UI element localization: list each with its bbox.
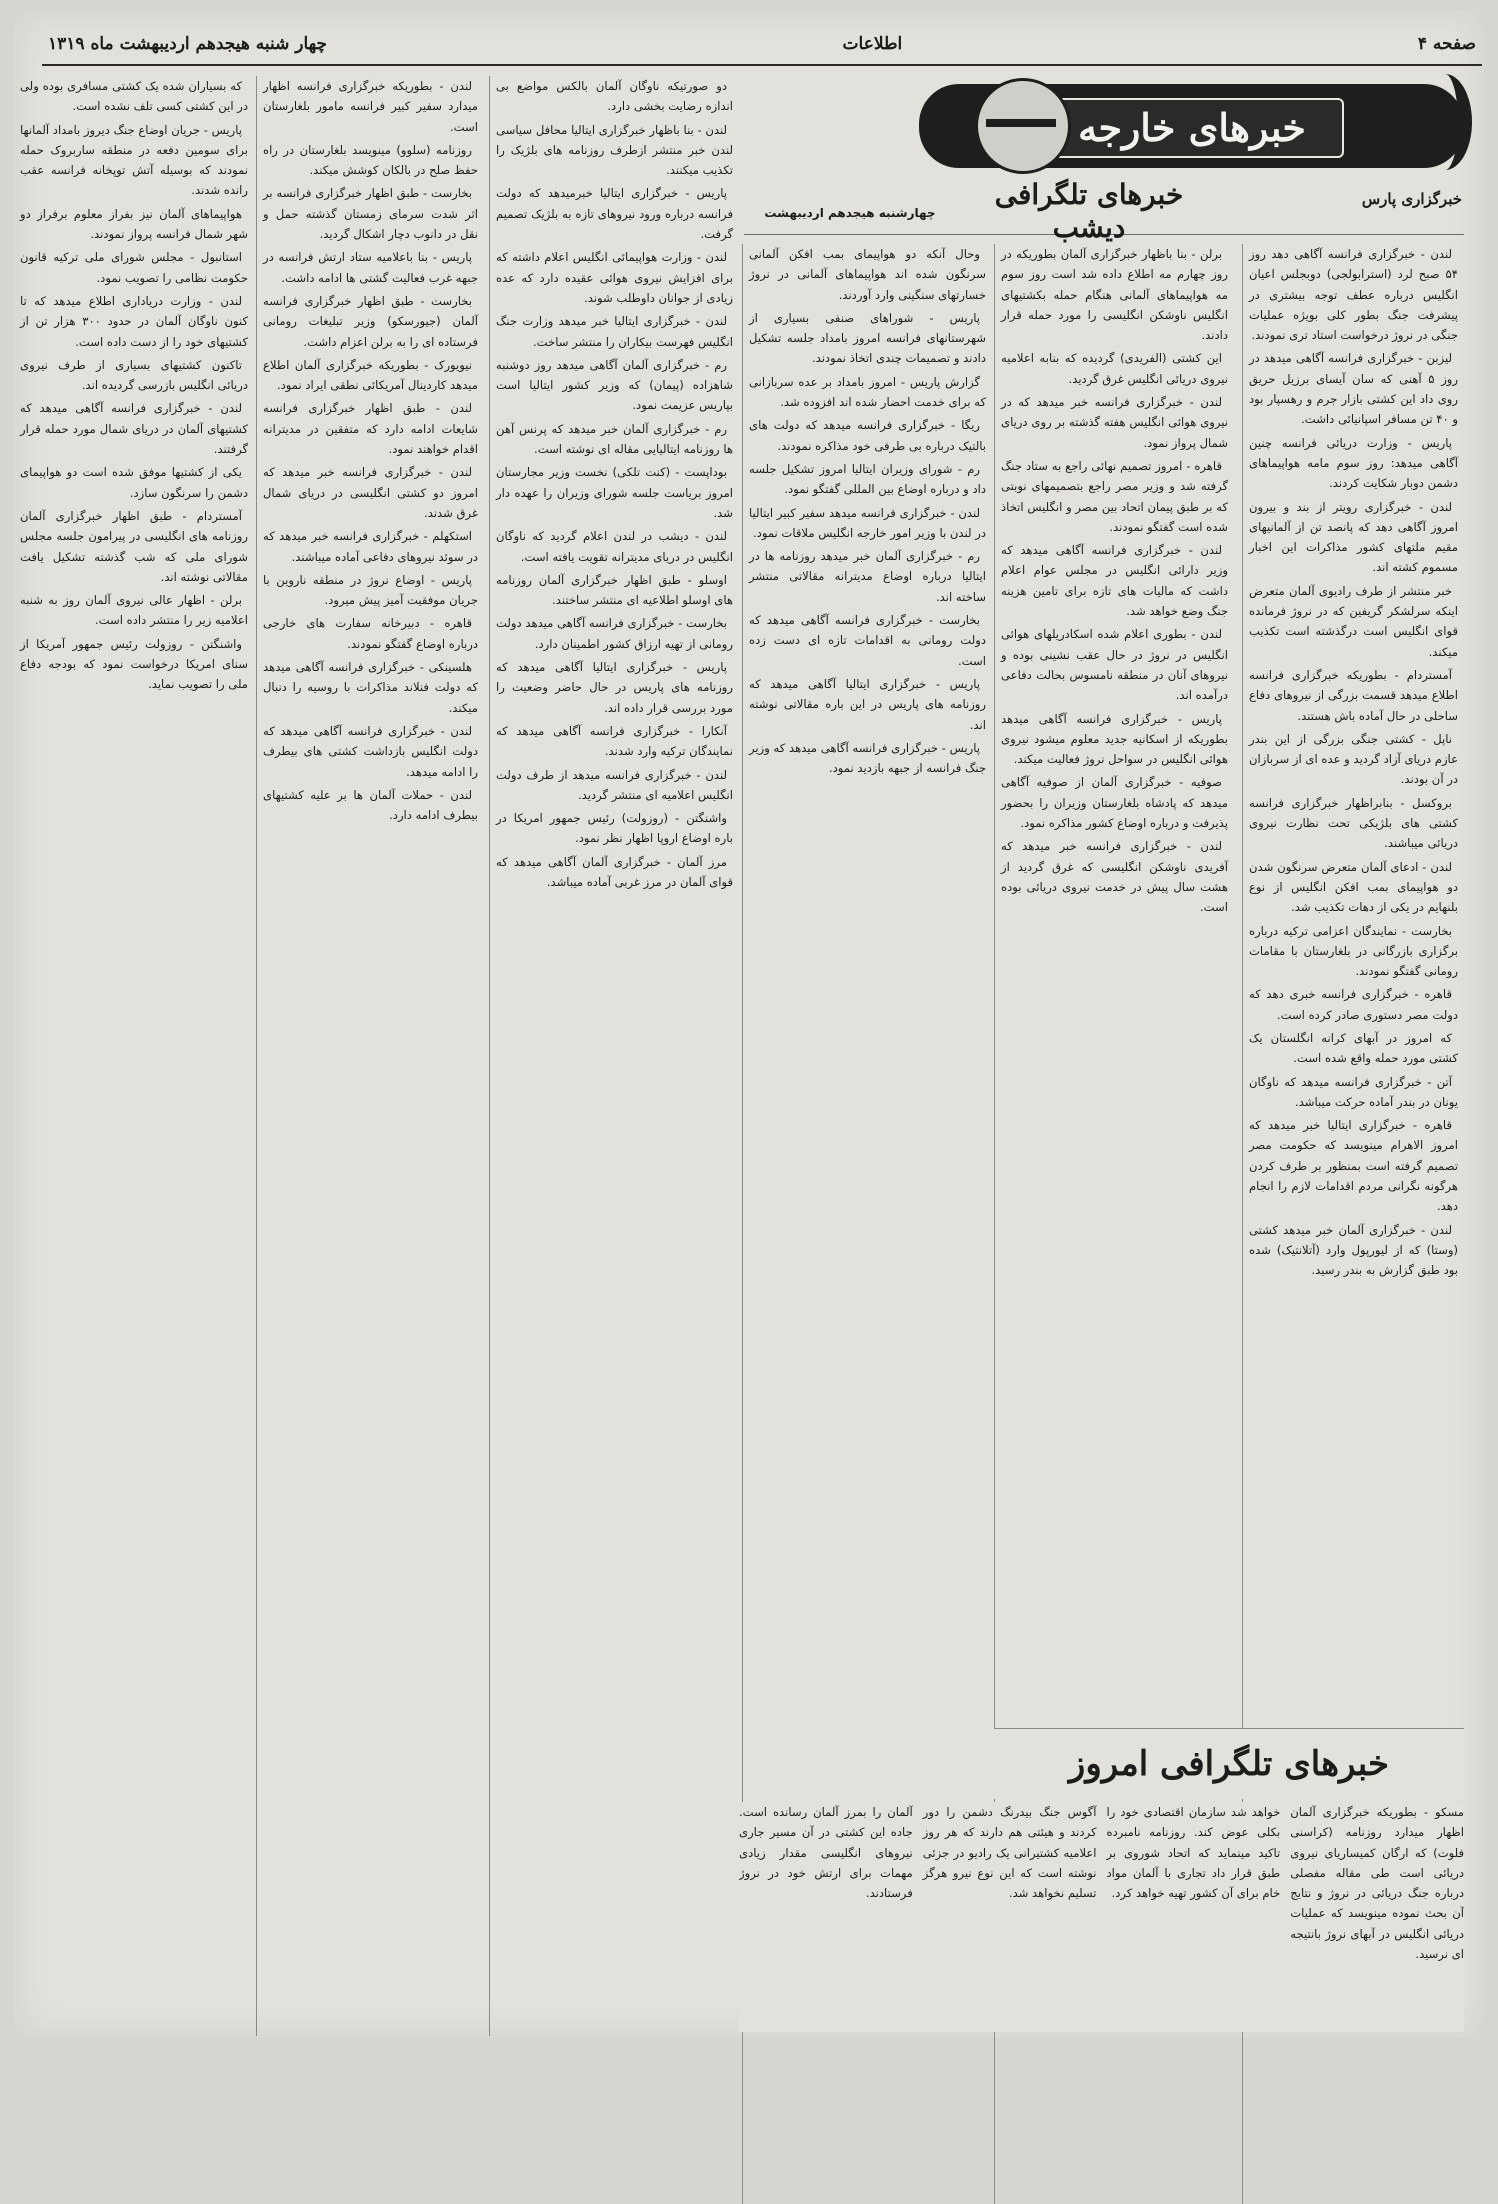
news-item: پاریس - خبرگزاری ایتالیا خبرمیدهد که دولت فرانسه درباره ورود نیروهای تازه به بلژیک تصمیم گرفت. — [496, 186, 733, 242]
news-item: لیزبن - خبرگزاری فرانسه آگاهی میدهد در روز ۵ آهنی که سان آیسای برزیل حریق روی داد این کشتی بازار جرم و رهسپار بود و ۴۰ تن مسافر اسپانیائی داشت. — [1249, 351, 1458, 427]
news-item: پاریس - وزارت دریائی فرانسه چنین آگاهی میدهد: روز سوم مامه هواپیماهای دشمن دوبار شکایت کردند. — [1249, 435, 1458, 491]
news-item: قاهره - دبیرخانه سفارت های خارجی درباره اوضاع گفتگو نمودند. — [263, 616, 478, 651]
news-item: برلن - بنا باظهار خبرگزاری آلمان بطوریکه در روز چهارم مه اطلاع داده شد است روز سوم مه هواپیماهای آلمانی هنگام حمله بکشتیهای انگلیس ناوشکن انگلیسی را مورد حمله قرار دادند. — [1001, 247, 1228, 343]
news-item: هلسینکی - خبرگزاری فرانسه آگاهی میدهد که دولت فنلاند مذاکرات با روسیه را دنبال میکند. — [263, 660, 478, 715]
news-item: پاریس - خبرگزاری فرانسه آگاهی میدهد که وزیر جنگ فرانسه از جبهه بازدید نمود. — [749, 740, 986, 776]
news-item: لندن - خبرگزاری فرانسه خبر میدهد که امروز دو کشتی انگلیسی در دریای شمال غرق شدند. — [263, 465, 478, 520]
banner-title: خبرهای خارجه — [1040, 98, 1344, 158]
news-item: استانبول - مجلس شورای ملی ترکیه قانون حکومت نظامی را تصویب نمود. — [20, 250, 248, 285]
today-telegraph-heading: خبرهای تلگرافی امروز — [994, 1728, 1464, 1799]
news-item: پاریس - شوراهای صنفی بسیاری از شهرستانهای فرانسه امروز بامداد جلسه تشکیل دادند و تصمیمات چندی اتخاذ نمودند. — [749, 310, 986, 366]
news-item: پاریس - جریان اوضاع جنگ دیروز بامداد آلمانها برای سومین دفعه در منطقه ساربروک حمله نمودند که بوسیله آتش توپخانه فرانسه عقب رانده شدند. — [20, 122, 248, 198]
news-item: قاهره - امروز تصمیم نهائی راجع به ستاد جنگ گرفته شد و وزیر مصر راجع بتصمیمهای نوبتی که بر طبق پیمان اتحاد بین مصر و انگلیس اتخاذ شده است گفتگو نمودند. — [1001, 458, 1228, 534]
news-item: لندن - خبرگزاری ایتالیا خبر میدهد وزارت جنگ انگلیس فهرست بیکاران را منتشر ساخت. — [496, 314, 733, 349]
news-item: پاریس - خبرگزاری ایتالیا آگاهی میدهد که روزنامه های پاریس در این باره مقالاتی نوشته اند. — [749, 676, 986, 732]
news-item: آگوس جنگ بیدرنگ دشمن را دور کردند و هیئتی هم دارند که هر روز اعلامیه کشتیرانی یک رادیو در جزئی نوشته است که این نوع نیرو هرگز تسلیم نخواهد شد. — [922, 1805, 1097, 1901]
news-item: لندن - خبرگزاری فرانسه آگاهی میدهد که کشتیهای آلمان در دریای شمال مورد حمله قرار گرفتند. — [20, 401, 248, 457]
news-item: هواپیماهای آلمان نیز بفراز معلوم برفراز دو شهر شمال فرانسه پرواز نمودند. — [20, 206, 248, 242]
news-item: نیویورک - بطوریکه خبرگزاری آلمان اطلاع میدهد کاردینال آمریکائی نطقی ایراد نمود. — [263, 357, 478, 393]
news-item: لندن - خبرگزاری فرانسه میدهد از طرف دولت انگلیس اعلامیه ای منتشر گردید. — [496, 767, 733, 802]
news-item: لندن - بطوریکه خبرگزاری فرانسه اظهار میدارد سفیر کبیر فرانسه مامور بلغارستان است. — [263, 79, 478, 134]
news-item: بخارست - طبق اظهار خبرگزاری فرانسه بر اثر شدت سرمای زمستان گذشته حمل و نقل در دانوب دچار اشکال گردید. — [263, 186, 478, 242]
news-item: واشنگتن - (روزولت) رئیس جمهور امریکا در باره اوضاع اروپا اظهار نظر نمود. — [496, 811, 733, 846]
issue-date: چهار شنبه هیجدهم اردیبهشت ماه ۱۳۱۹ — [48, 34, 328, 54]
news-item: لندن - خبرگزاری رویتر از بند و بیرون امروز آگاهی دهد که پانصد تن از آلمانیهای مقیم ملتهای کشور مذاکرات این اخبار مسموم کشته اند. — [1249, 499, 1458, 575]
news-item: بوداپست - (کنت تلکی) نخست وزیر مجارستان امروز بریاست جلسه شورای وزیران را عهده دار شد. — [496, 465, 733, 520]
news-item: لندن - خبرگزاری فرانسه آگاهی دهد روز ۵۴ صبح لرد (استرابولجی) دوبجلس اعیان انگلیس درباره عطف توجه بیشتری در پیشرفت جنگ بطور کلی بویژه عملیات جنگی در نروژ درخواست استاد تری نمودند. — [1249, 247, 1458, 343]
news-item: بخارست - نمایندگان اعزامی ترکیه درباره برگزاری بازرگانی در بلغارستان با مقامات رومانی گفتگو نمودند. — [1249, 923, 1458, 979]
news-item: اوسلو - طبق اظهار خبرگزاری آلمان روزنامه های اوسلو اطلاعیه ای منتشر ساختند. — [496, 572, 733, 608]
news-item: لندن - خبرگزاری فرانسه میدهد سفیر کبیر ایتالیا در لندن با وزیر امور خارجه انگلیس ملاقات نمود. — [749, 505, 986, 540]
news-item: استکهلم - خبرگزاری فرانسه خبر میدهد که در سوئد نیروهای دفاعی آماده میباشند. — [263, 529, 478, 564]
column-6 — [14, 76, 254, 2036]
news-item: برلن - اظهار عالی نیروی آلمان روز به شنبه اعلامیه زیر را منتشر داده است. — [20, 593, 248, 628]
news-item: آمستردام - بطوریکه خبرگزاری فرانسه اطلاع میدهد قسمت بزرگی از نیروهای دفاع ساحلی در حال آماده باش هستند. — [1249, 667, 1458, 723]
news-item: رم - خبرگزاری آلمان خبر میدهد روزنامه ها در ایتالیا درباره اوضاع مدیترانه مقالاتی منتشر ساخته اند. — [749, 549, 986, 604]
news-item: دو صورتیکه ناوگان آلمان بالکس مواضع بی اندازه رضایت بخشی دارد. — [496, 79, 733, 114]
news-item: لندن - خبرگزاری فرانسه آگاهی میدهد که وزیر دارائی انگلیس در مجلس عوام اعلام داشت که مالیات های تازه برای تامین هزینه جنگ وضع خواهد شد. — [1001, 543, 1228, 619]
news-item: خبر منتشر از طرف راديوی آلمان متعرض اینکه سرلشکر گریفین که در نروژ فرمانده قوای انگلیس است درگذشته است تکذیب میکند. — [1249, 583, 1458, 659]
news-item: آتن - خبرگزاری فرانسه میدهد که ناوگان یونان در بندر آماده حرکت میباشد. — [1249, 1074, 1458, 1109]
news-item: ریگا - خبرگزاری فرانسه میدهد که دولت های بالتیک درباره بی طرفی خود مذاکره نمودند. — [749, 418, 986, 453]
news-item: وحال آنکه دو هواپیمای بمب افکن آلمانی سرنگون شده اند هواپیماهای آلمانی در نروژ خسارتهای سنگینی وارد آوردند. — [749, 247, 986, 302]
news-item: لندن - دیشب در لندن اعلام گردید که ناوگان انگلیس در دریای مدیترانه تقویت یافته است. — [496, 529, 733, 564]
page-header — [42, 24, 1482, 66]
page-number: صفحه ۴ — [1417, 34, 1476, 54]
news-item: پاریس - خبرگزاری ایتالیا آگاهی میدهد که روزنامه های پاریس در حال حاضر وضعیت را مورد بررسی قرار داده اند. — [496, 660, 733, 715]
news-item: قاهره - خبرگزاری فرانسه خبری دهد که دولت مصر دستوری صادر کرده است. — [1249, 987, 1458, 1022]
news-item: بخارست - خبرگزاری فرانسه آگاهی میدهد دولت رومانی از تهیه ارزاق کشور اطمینان دارد. — [496, 616, 733, 651]
news-item: رم - خبرگزاری آلمان آگاهی میدهد روز دوشنبه شاهزاده (پیمان) که وزیر کشور ایتالیا است بپاریس عزیمت نمود. — [496, 357, 733, 413]
news-item: لندن - خبرگزاری فرانسه خبر میدهد که در نیروی هوائی انگلیس هفته گذشته بر روی دریای شمال پرواز نمود. — [1001, 395, 1228, 450]
news-item: رم - شورای وزیران ایتالیا امروز تشکیل جلسه داد و درباره اوضاع بین المللی گفتگو نمود. — [749, 461, 986, 497]
news-item: که امروز در آبهای کرانه انگلستان یک کشتی مورد حمله واقع شده است. — [1249, 1030, 1458, 1066]
news-item: لندن - خبرگزاری فرانسه خبر میدهد که آفریدی ناوشکن انگلیسی که غرق گردید از هشت سال پیش در خدمت نیروی دریائی بوده است. — [1001, 839, 1228, 915]
today-telegraph-block — [739, 1802, 1464, 2032]
news-item: پاریس - بنا باعلامیه ستاد ارتش فرانسه در جبهه غرب فعالیت گشتی ها ادامه داشت. — [263, 250, 478, 285]
newspaper-page — [14, 10, 1484, 2038]
news-item: لندن - خبرگزاری آلمان خبر میدهد کشتی (وستا) که از لیورپول وارد (آتلانتیک) شده بود طبق گزارش به بندر رسید. — [1249, 1222, 1458, 1278]
news-item: لندن - وزارت دریاداری اطلاع میدهد که تا کنون ناوگان آلمان در حدود ۳۰۰ هزار تن از کشتیهای خود را از دست داده است. — [20, 293, 248, 349]
news-item: لندن - بنا باظهار خبرگزاری ایتالیا محافل سیاسی لندن خبر منتشر ازطرف روزنامه های بلژیک را تکذیب میکنند. — [496, 122, 733, 178]
section-date: چهارشنبه هیجدهم اردیبهشت — [764, 206, 936, 220]
news-item: لندن - ادعای آلمان متعرض سرنگون شدن دو هواپیمای بمب افکن انگلیس از نوع بلنهایم در یکی از دهات تکذیب شد. — [1249, 859, 1458, 915]
news-item: خواهد شد سازمان اقتصادی خود را بکلی عوض کند. روزنامه نامبرده تاکید مینماید که اتحاد شوروی بر طبق قرار داد تجاری با آلمان مواد خام برای آن کشور تهیه خواهد کرد. — [1106, 1805, 1281, 1901]
news-item: لندن - حملات آلمان ها بر علیه کشتیهای بیطرف ادامه دارد. — [263, 787, 478, 823]
news-item: لندن - وزارت هواپیمائی انگلیس اعلام داشته که برای افزایش نیروی هوائی عقیده دارد که عده زیادی از جوانان داوطلب شوند. — [496, 250, 733, 305]
news-item: این کشتی (الفریدی) گردیده که بنابه اعلامیه نیروی دریائی انگلیس غرق گردید. — [1001, 351, 1228, 386]
news-item: آمستردام - طبق اظهار خبرگزاری آلمان روزنامه های انگلیسی در پیرامون جلسه مجلس شورای ملی که شب گذشته تشکیل یافت مقالاتی نوشته اند. — [20, 508, 248, 584]
newspaper-name: اطلاعات — [842, 34, 903, 54]
news-item: لندن - بطوری اعلام شده اسکادریلهای هوائی انگلیس در نروژ در حال عقب نشینی بوده و نیروهای آنان در منطقه نامسوس بحالت دفاعی درآمده اند. — [1001, 627, 1228, 703]
news-item: پاریس - اوضاع نروژ در منطقه ناروین با جریان موفقیت آمیز پیش میرود. — [263, 572, 478, 608]
foreign-news-masthead — [744, 76, 1464, 244]
news-item: رم - خبرگزاری آلمان خبر میدهد که پرنس آهن ها روزنامه ایتالیایی مقاله ای نوشته است. — [496, 421, 733, 457]
foreign-news-banner — [919, 84, 1464, 168]
news-item: که بسیاران شده یک کشتی مسافری بوده ولی در این کشتی کسی تلف نشده است. — [20, 79, 248, 114]
news-item: آنکارا - خبرگزاری فرانسه آگاهی میدهد که نمایندگان ترکیه وارد شدند. — [496, 723, 733, 759]
news-item: آلمان را بمرز آلمان رسانده است. جاده این کشتی در آن مسیر جاری نیروهای انگلیسی مقدار زیادی مهمات برای ارتش خود در نروژ فرستادند. — [739, 1805, 913, 1901]
news-item: تاکنون کشتیهای بسیاری از طرف نیروی دریائی انگلیس بازرسی گردیده اند. — [20, 357, 248, 393]
news-item: ناپل - کشتی جنگی بزرگی از این بندر عازم دریای آزاد گردید و عده ای از سربازان در آن بودند. — [1249, 731, 1458, 787]
news-item: روزنامه (سلوو) مینویسد بلغارستان در راه حفظ صلح در بالکان کوشش میکند. — [263, 142, 478, 178]
news-item: صوفیه - خبرگزاری آلمان از صوفیه آگاهی میدهد که پادشاه بلغارستان وزیران را بحضور پذیرفت و درباره اوضاع کشور مذاکره نمود. — [1001, 775, 1228, 831]
section-title: خبرهای تلگرافی دیشب — [994, 178, 1184, 244]
gramophone-icon — [1418, 74, 1472, 170]
news-item: واشنگتن - روزولت رئیس جمهور آمریکا از سنای امریکا درخواست نمود که بودجه دفاع ملی را تصویب نماید. — [20, 636, 248, 692]
news-item: مرز آلمان - خبرگزاری آلمان آگاهی میدهد که قوای آلمان در مرز غربی آماده میباشد. — [496, 854, 733, 889]
news-item: یکی از کشتیها موفق شده است دو هواپیمای دشمن را سرنگون سازد. — [20, 465, 248, 500]
news-item: لندن - خبرگزاری فرانسه آگاهی میدهد که دولت انگلیس بازداشت کشتی های بیطرف را ادامه میدهد. — [263, 723, 478, 779]
news-item: بخارست - طبق اظهار خبرگزاری فرانسه آلمان (جیورسکو) وزیر تبلیغات رومانی فرستاده ای را به برلن اعزام داشت. — [263, 293, 478, 349]
globe-icon — [975, 78, 1071, 174]
news-item: مسکو - بطوریکه خبرگزاری آلمان اظهار میدارد روزنامه (کراسنی فلوت) که ارگان کمیساریای نیروی دریائی است طی مقاله مفصلی درباره جنگ دریائی در نروژ و نتایج آن بحث نموده مینویسد که عملیات دریائی انگلیس در آبهای نروژ بانتیجه ای نرسید. — [1290, 1805, 1464, 1962]
news-item: لندن - طبق اظهار خبرگزاری فرانسه شایعات ادامه دارد که متفقین در مدیترانه اقدام خواهند نمود. — [263, 401, 478, 457]
column-5 — [256, 76, 484, 2036]
news-item: پاریس - خبرگزاری فرانسه آگاهی میدهد بطوریکه از اسکانیه جدید معلوم میشود نیروی هوائی انگلیس در سواحل نروژ فعالیت میکند. — [1001, 711, 1228, 767]
agency-label: خبرگزاری پارس — [1361, 190, 1462, 208]
news-item: قاهره - خبرگزاری ایتالیا خبر میدهد که امروز الاهرام مینویسد که حکومت مصر تصمیم گرفته است بمنظور بر طرف کردن هرگونه نگرانی مردم اقدامات لازم را انجام دهد. — [1249, 1118, 1458, 1214]
news-item: بروکسل - بنابراظهار خبرگزاری فرانسه کشتی های بلژیکی تحت نظارت نیروی دریائی میباشند. — [1249, 795, 1458, 851]
news-item: بخارست - خبرگزاری فرانسه آگاهی میدهد که دولت رومانی به اقدامات تازه ای دست زده است. — [749, 613, 986, 668]
column-4 — [489, 76, 739, 2036]
news-item: گزارش پاریس - امروز بامداد بر عده سربازانی که برای خدمت احضار شده اند افزوده شد. — [749, 374, 986, 410]
